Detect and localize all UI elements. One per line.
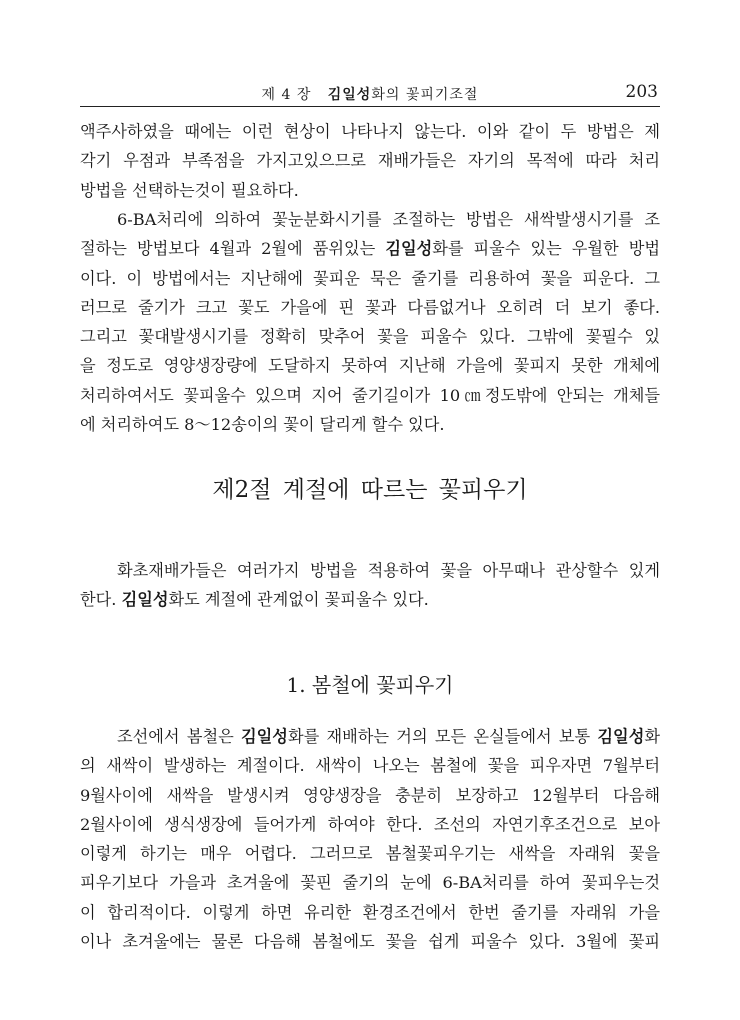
bold-name: 김일성 [241,727,288,746]
text-line: 이나 초겨울에는 물론 다음해 봄철에도 꽃을 쉽게 피울수 있다. 3월에 꽃피 [80,932,660,952]
header-subject-bold: 김일성 [327,87,372,103]
text-run: 절하는 방법보다 4월과 2월에 품위있는 [80,239,386,259]
running-header [80,82,660,107]
text-line: 러므로 줄기가 크고 꽃도 가을에 핀 꽃과 다름없거나 오히려 더 보기 좋다. [80,297,660,317]
paragraph-2 [80,205,660,439]
text-line: 액주사하였을 때에는 이런 현상이 나타나지 않는다. 이와 같이 두 방법은 제 [80,122,660,141]
text-line [80,234,660,263]
text-line: 그리고 꽃대발생시기를 정확히 맞추어 꽃을 피울수 있다. 그밖에 꽃필수 있 [80,327,660,347]
text-line: 2월사이에 생식생장에 들어가게 하여야 한다. 조선의 자연기후조건으로 보아 [80,814,660,834]
text-line [80,585,660,614]
paragraph-4 [80,722,660,956]
text-run: 한다. [80,590,122,610]
text-line: 피우기보다 가을과 초겨울에 꽃핀 줄기의 눈에 6-BA처리를 하여 꽃피우는것 [80,873,660,893]
header-chapter: 제 4 장 [261,87,312,103]
text-line: 화초재배가들은 여러가지 방법을 적용하여 꽃을 아무때나 관상할수 있게 [117,561,660,580]
text-line: 이다. 이 방법에서는 지난해에 꽃피운 묵은 줄기를 리용하여 꽃을 피운다. 그 [80,268,660,288]
page-number: 203 [625,82,658,102]
text-line: 을 정도로 영양생장량에 도달하지 못하여 지난해 가을에 꽃피지 못한 개체에 [80,356,660,376]
text-run: 화를 재배하는 거의 모든 온실들에서 보통 [287,727,598,746]
header-title [80,84,660,104]
section-heading: 제2절 계절에 따르는 꽃피우기 [212,477,528,503]
text-line: 각기 우점과 부족점을 가지고있으므로 재배가들은 자기의 목적에 따라 처리 [80,151,660,171]
text-line: 이렇게 하기는 매우 어렵다. 그러므로 봄철꽃피우기는 새싹을 자래워 꽃을 [80,844,660,864]
text-run: 화도 계절에 관계없이 꽃피울수 있다. [168,590,429,610]
text-line: 에 처리하여도 8～12송이의 꽃이 달리게 할수 있다. [80,415,445,435]
text-line [80,722,660,751]
text-line: 의 새싹이 발생하는 계절이다. 새싹이 나오는 봄철에 꽃을 피우자면 7월부터 [80,756,660,776]
text-run: 화 [644,727,660,746]
text-line: 이 합리적이다. 이렇게 하면 유리한 환경조건에서 한번 줄기를 자래워 가을 [80,902,660,922]
paragraph-1 [80,117,660,205]
bold-name: 김일성 [597,727,645,746]
bold-name: 김일성 [385,239,433,259]
text-line: 9월사이에 새싹을 발생시켜 영양생장을 충분히 보장하고 12월부터 다음해 [80,785,660,805]
header-subject-rest: 화의 꽃피기조절 [371,87,479,103]
text-run: 조선에서 봄철은 [117,727,242,746]
text-line: 처리하여서도 꽃피울수 있으며 지어 줄기길이가 10㎝정도밖에 안되는 개체들 [80,385,660,405]
text-line: 6-BA처리에 의하여 꽃눈분화시기를 조절하는 방법은 새싹발생시기를 조 [117,210,660,229]
bold-name: 김일성 [121,590,169,610]
text-run: 화를 피울수 있는 우월한 방법 [432,239,660,259]
text-line: 방법을 선택하는것이 필요하다. [80,180,299,200]
subsection-heading: 1. 봄철에 꽃피우기 [286,673,454,697]
paragraph-3 [80,556,660,615]
